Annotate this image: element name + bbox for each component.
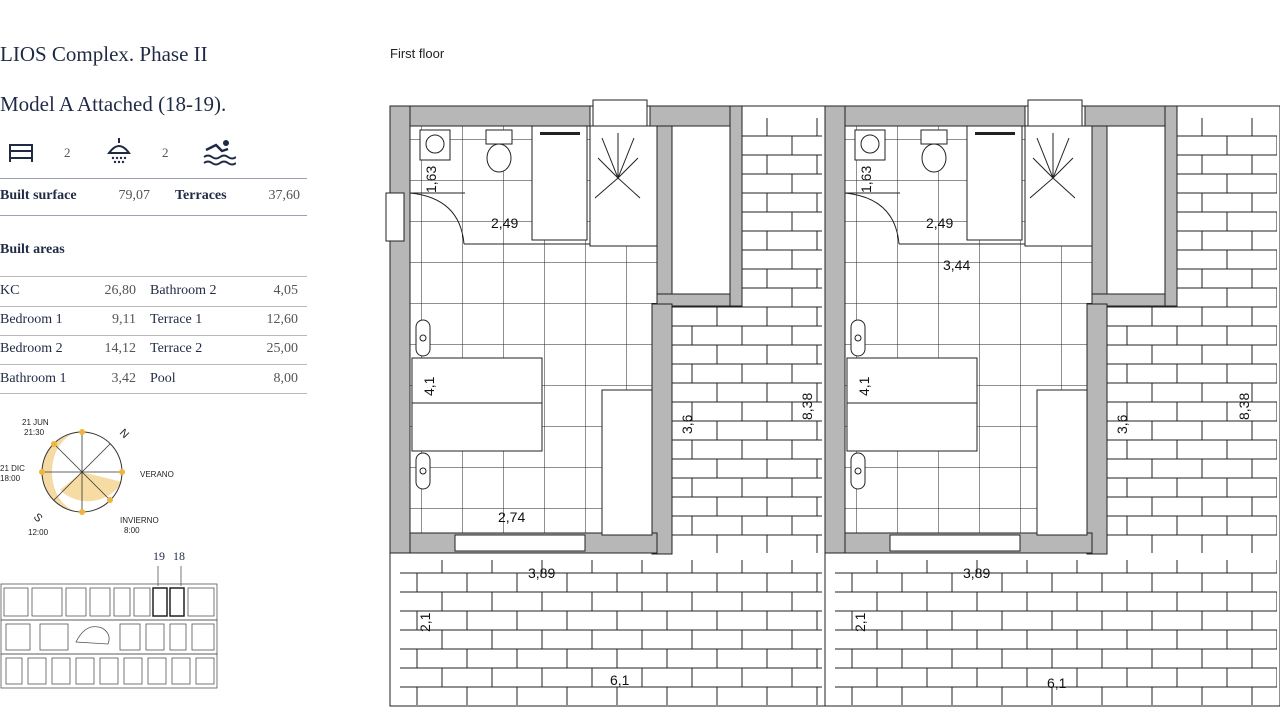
area-value: 4,05 <box>273 283 298 298</box>
dim-terrace-height: 2,1 <box>417 612 433 632</box>
dim-bath-height: 1,63 <box>423 165 439 193</box>
divider <box>0 306 307 307</box>
dim-bath-width: 2,49 <box>926 215 954 231</box>
bedrooms-count: 2 <box>64 145 71 160</box>
dim-full-depth: 8,38 <box>799 392 815 420</box>
unit-right <box>825 100 1280 706</box>
dim-corridor: 3,6 <box>1114 414 1130 434</box>
north-indicator: N <box>116 426 132 442</box>
area-value: 25,00 <box>266 341 298 356</box>
area-value: 3,42 <box>111 371 136 386</box>
divider <box>0 276 307 277</box>
terraces-label: Terraces <box>175 188 227 203</box>
dim-terrace-total: 6,1 <box>610 672 630 688</box>
siteplan-unit-19: 19 <box>153 549 165 563</box>
area-label: KC <box>0 283 20 298</box>
dim-extra: 3,44 <box>943 257 971 273</box>
divider <box>0 364 307 365</box>
sun-dic-date: 21 DIC <box>0 464 25 473</box>
dim-bath-width: 2,49 <box>491 215 519 231</box>
divider <box>0 393 307 394</box>
floor-label: First floor <box>390 46 445 61</box>
site-plan-map <box>0 562 222 692</box>
area-value: 26,80 <box>104 283 136 298</box>
area-label: Terrace 2 <box>150 341 203 356</box>
sun-jun-date: 21 JUN <box>22 418 49 427</box>
area-label: Pool <box>150 371 176 386</box>
built-surface-label: Built surface <box>0 188 77 203</box>
area-label: Terrace 1 <box>150 312 203 327</box>
sun-invierno-time: 8:00 <box>124 526 140 535</box>
area-value: 12,60 <box>266 312 298 327</box>
sun-s-time: 12:00 <box>28 528 49 537</box>
project-title: LIOS Complex. Phase II <box>0 42 208 66</box>
siteplan-unit-18: 18 <box>173 549 185 563</box>
dim-bath-height: 1,63 <box>858 165 874 193</box>
bathrooms-count: 2 <box>162 145 169 160</box>
dim-terrace-height: 2,1 <box>852 612 868 632</box>
terraces-value: 37,60 <box>268 188 300 203</box>
area-label: Bedroom 2 <box>0 341 63 356</box>
south-indicator: S <box>30 511 45 525</box>
dim-terrace-width: 3,89 <box>963 565 991 581</box>
floor-plan <box>380 98 1280 718</box>
sun-verano: VERANO <box>140 470 174 479</box>
divider <box>0 178 307 179</box>
dim-corridor: 3,6 <box>679 414 695 434</box>
divider <box>0 335 307 336</box>
area-label: Bathroom 2 <box>150 283 217 298</box>
area-value: 14,12 <box>104 341 136 356</box>
area-label: Bathroom 1 <box>0 371 67 386</box>
area-label: Bedroom 1 <box>0 312 63 327</box>
built-surface-value: 79,07 <box>118 188 150 203</box>
sun-jun-time: 21:30 <box>24 428 45 437</box>
dim-bed-height: 4,1 <box>856 376 872 396</box>
unit-left <box>386 100 825 706</box>
dim-bed-width: 2,74 <box>498 509 526 525</box>
area-value: 8,00 <box>273 371 298 386</box>
pool-icon <box>202 138 236 166</box>
built-areas-title: Built areas <box>0 242 65 257</box>
sun-dic-time: 18:00 <box>0 474 21 483</box>
area-value: 9,11 <box>112 312 136 327</box>
model-title: Model A Attached (18-19). <box>0 92 227 116</box>
bed-icon <box>8 140 36 164</box>
dim-full-depth: 8,38 <box>1236 392 1252 420</box>
dim-bed-height: 4,1 <box>421 376 437 396</box>
shower-icon <box>104 136 134 166</box>
sun-invierno: INVIERNO <box>120 516 159 525</box>
dim-terrace-total: 6,1 <box>1047 675 1067 691</box>
dim-terrace-width: 3,89 <box>528 565 556 581</box>
divider <box>0 215 307 216</box>
